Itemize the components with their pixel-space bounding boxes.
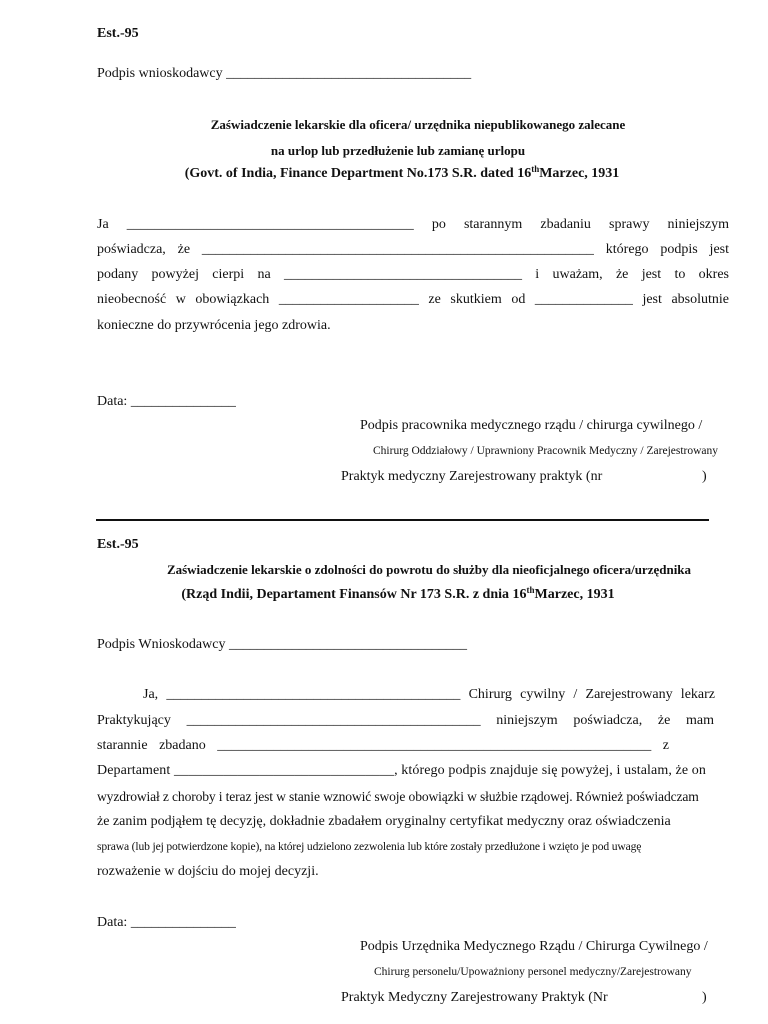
body-line: wyzdrowiał z choroby i teraz jest w stanie wznowić swoje obowiązki w służbie rządowej. Również poświadczam <box>97 789 699 804</box>
body-line: rozważenie w dojściu do mojej decyzji. <box>97 864 319 879</box>
body-line: starannie zbadano ______________________________________________________________ z <box>97 738 669 753</box>
body-line: nieobecność w obowiązkach ____________________ ze skutkiem od ______________ jest absolutnie <box>97 292 729 307</box>
officer-signature-line: Podpis pracownika medycznego rządu / chirurga cywilnego / <box>360 418 703 433</box>
body-line: Praktykujący __________________________________________ niniejszym poświadcza, że mam <box>97 713 714 728</box>
date-line: Data: _______________ <box>97 915 236 930</box>
certificate-title: Zaświadczenie lekarskie dla oficera/ urzędnika niepublikowanego zalecane <box>210 117 626 132</box>
body-line: poświadcza, że ________________________________________________________ którego podpis jest <box>97 242 729 257</box>
certificate-title: Zaświadczenie lekarskie o zdolności do powrotu do służby dla nieoficjalnego oficera/urzędnika <box>166 562 692 577</box>
body-line: konieczne do przywrócenia jego zdrowia. <box>97 318 331 333</box>
certificate-reference: (Govt. of India, Finance Department No.173 S.R. dated 16thMarzec, 1931 <box>184 164 620 181</box>
form-number: Est.-95 <box>97 537 139 552</box>
certificate-reference: (Rząd Indii, Departament Finansów Nr 173 S.R. z dnia 16thMarzec, 1931 <box>181 585 615 602</box>
officer-role-line: Chirurg personelu/Upoważniony personel medyczny/Zarejestrowany <box>374 966 692 978</box>
body-line: podany powyżej cierpi na __________________________________ i uważam, że jest to okres <box>97 267 729 282</box>
body-line: Ja, __________________________________________ Chirurg cywilny / Zarejestrowany lekarz <box>143 687 715 702</box>
officer-role-line: Chirurg Oddziałowy / Uprawniony Pracownik Medyczny / Zarejestrowany <box>373 445 719 457</box>
certificate-subtitle: na urlop lub przedłużenie lub zamianę urlopu <box>270 143 526 158</box>
body-line: Departament _______________________________, którego podpis znajduje się powyżej, i ustalam, że on <box>97 763 706 778</box>
date-line: Data: _______________ <box>97 394 236 409</box>
body-line: sprawa (lub jej potwierdzone kopie), na której udzielono zezwolenia lub które zostały przedłużone i wzięto je pod uwagę <box>97 840 642 853</box>
practitioner-registration-line: Praktyk Medyczny Zarejestrowany Praktyk (Nr <box>341 990 608 1005</box>
practitioner-registration-line: Praktyk medyczny Zarejestrowany praktyk (nr <box>341 469 603 484</box>
applicant-signature-line: Podpis wnioskodawcy ___________________________________ <box>97 66 472 81</box>
body-line: Ja _________________________________________ po starannym zbadaniu sprawy niniejszym <box>97 217 729 232</box>
body-line: że zanim podjąłem tę decyzję, dokładnie zbadałem oryginalny certyfikat medyczny oraz oświadczenia <box>97 814 671 829</box>
section-divider <box>96 519 709 521</box>
officer-signature-line: Podpis Urzędnika Medycznego Rządu / Chirurga Cywilnego / <box>360 939 708 954</box>
form-number: Est.-95 <box>97 26 139 41</box>
applicant-signature-line: Podpis Wnioskodawcy __________________________________ <box>97 637 467 652</box>
practitioner-registration-close: ) <box>702 469 707 484</box>
practitioner-registration-close: ) <box>702 990 707 1005</box>
